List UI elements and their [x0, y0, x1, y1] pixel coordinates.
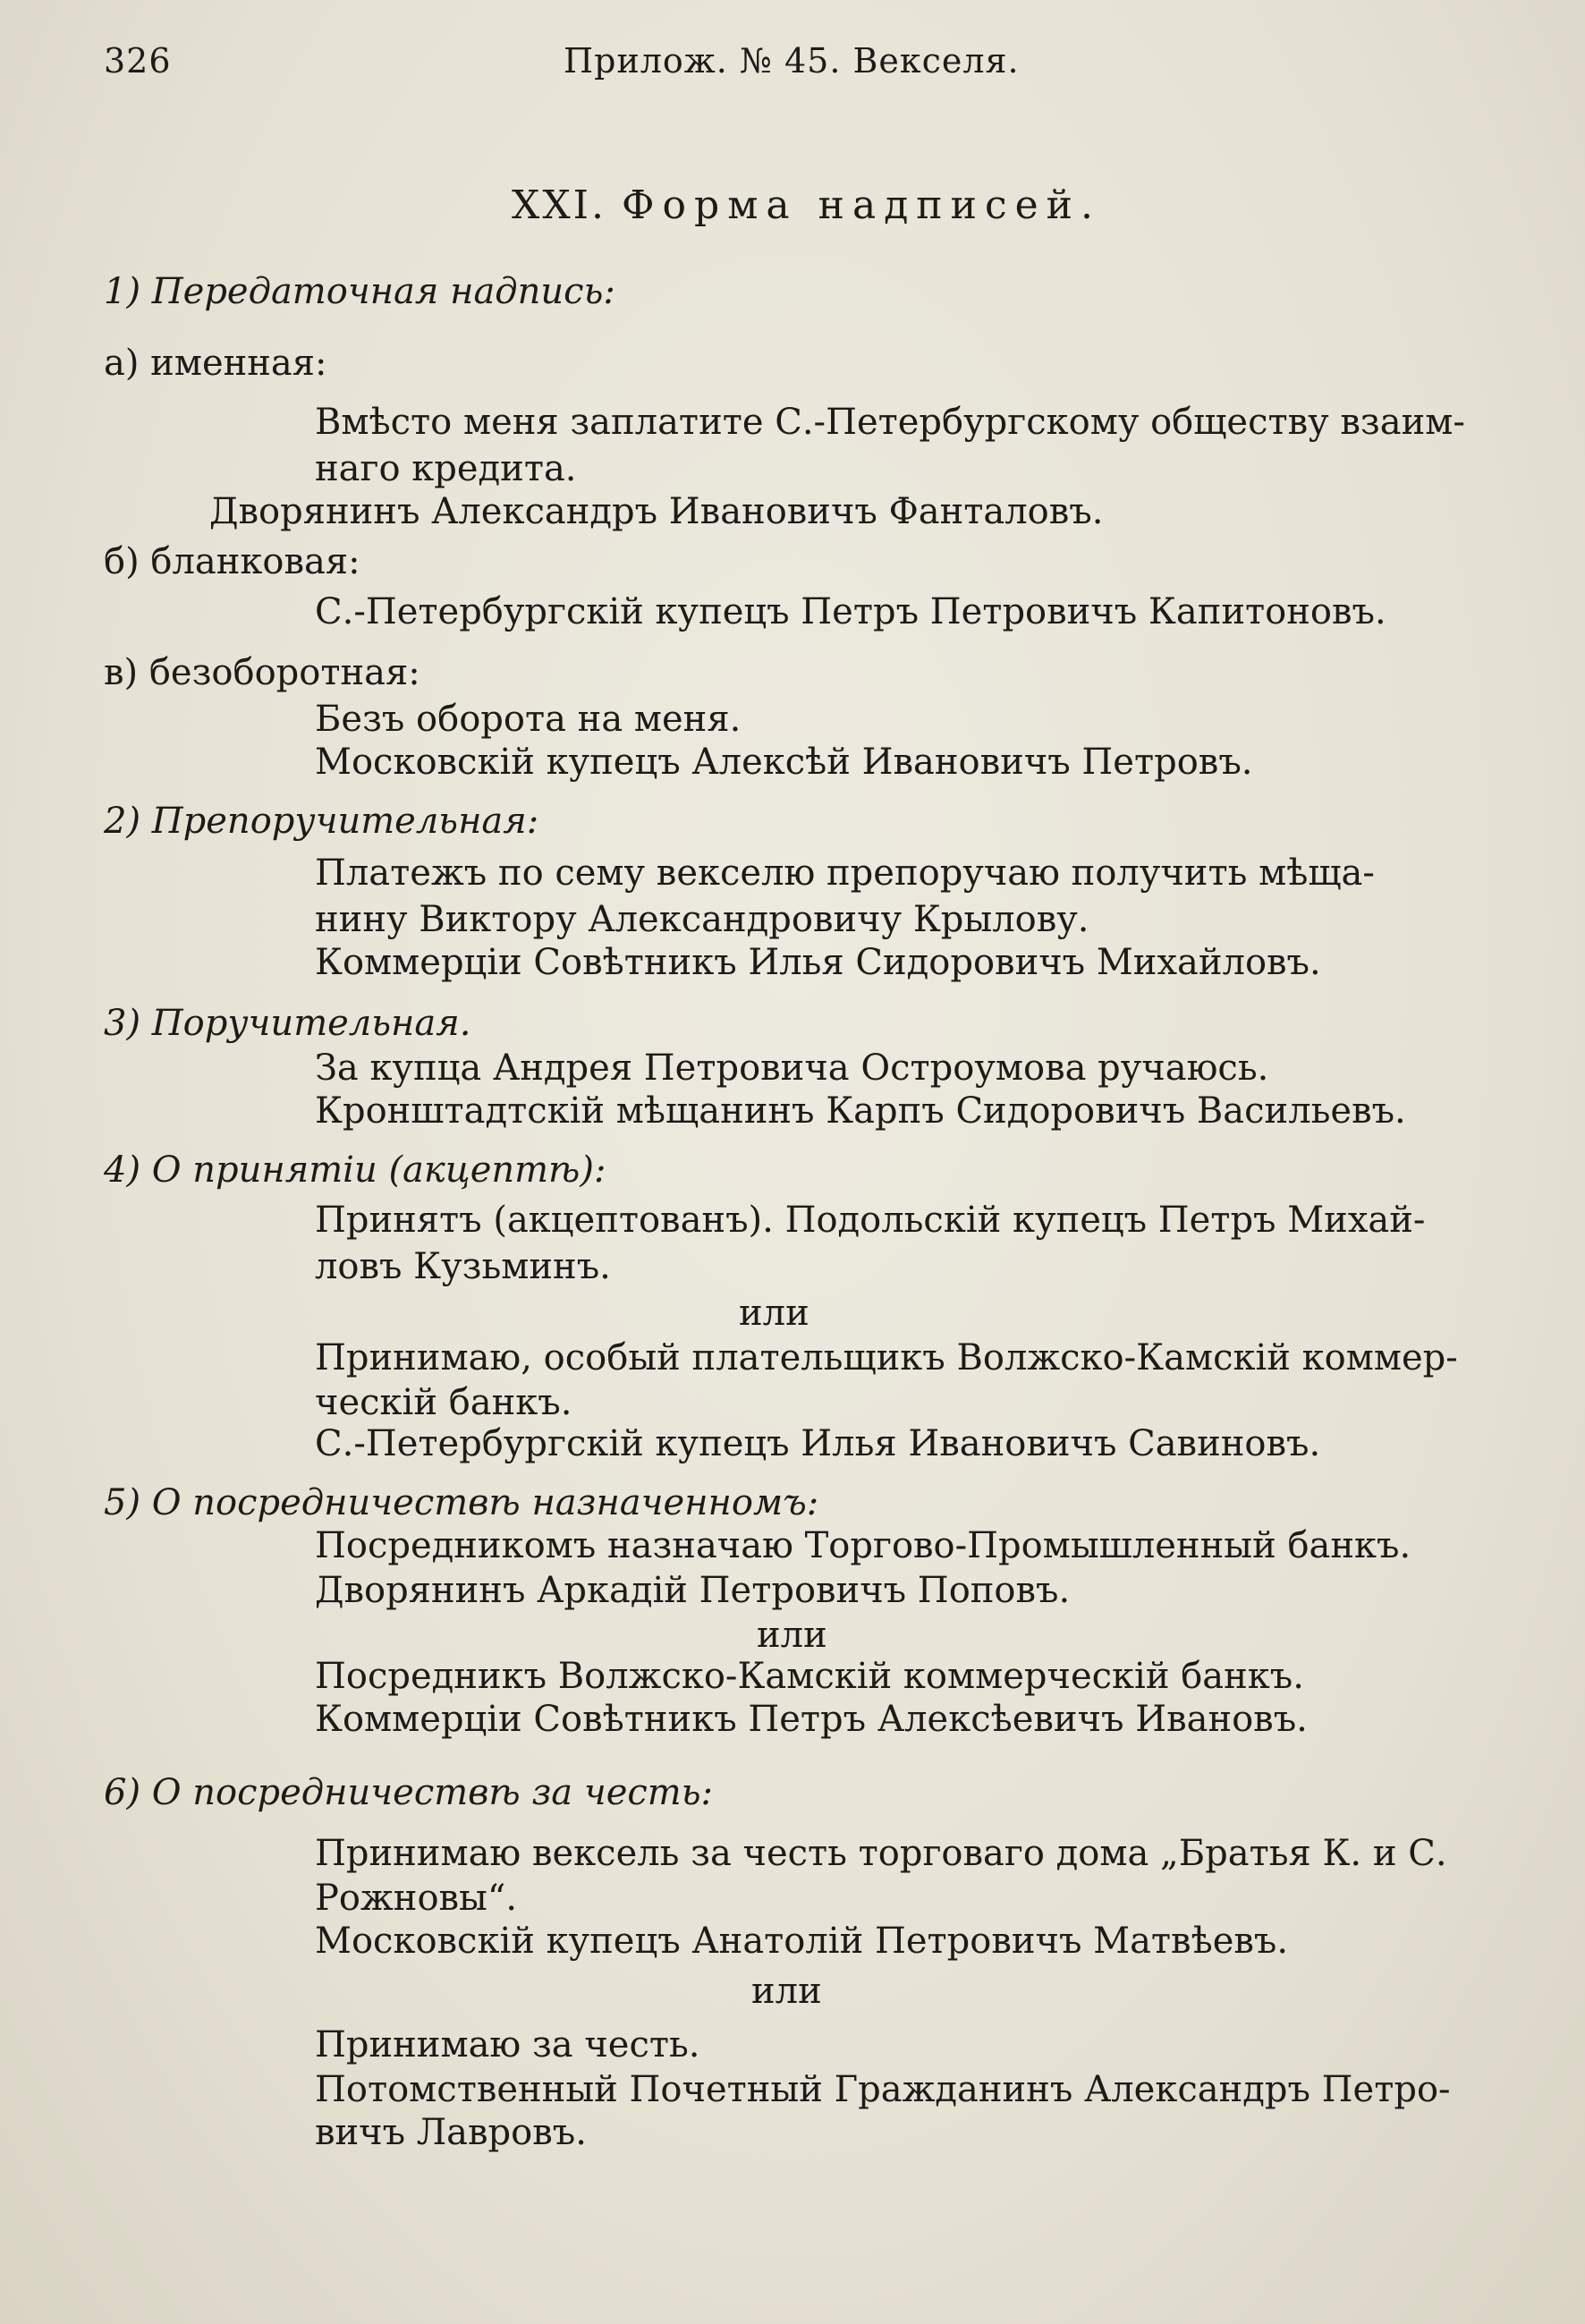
signature-line: Коммерціи Совѣтникъ Илья Сидоровичъ Михайловъ. — [315, 942, 1321, 983]
or-separator: или — [739, 1293, 809, 1334]
text-line: Принятъ (акцептованъ). Подольскій купецъ Петръ Михай- — [315, 1200, 1426, 1241]
signature-line: Дворянинъ Аркадій Петровичъ Поповъ. — [315, 1570, 1071, 1611]
signature-line: С.-Петербургскій купецъ Петръ Петровичъ Капитоновъ. — [315, 591, 1386, 632]
text-line: Потомственный Почетный Гражданинъ Александръ Петро- — [315, 2069, 1451, 2110]
heading-acceptance: 4) О принятіи (акцептѣ): — [104, 1149, 606, 1191]
signature-line: вичъ Лавровъ. — [315, 2112, 587, 2153]
text-line: За купца Андрея Петровича Остроумова ручаюсь. — [315, 1047, 1269, 1089]
or-separator: или — [751, 1971, 822, 2012]
label-without-recourse: в) безоборотная: — [104, 652, 420, 693]
label-blank: б) бланковая: — [104, 541, 360, 582]
text-line: Рожновы“. — [315, 1878, 518, 1919]
signature-line: Коммерціи Совѣтникъ Петръ Алексѣевичъ Ивановъ. — [315, 1699, 1308, 1740]
text-line: Принимаю, особый плательщикъ Волжско-Камскій коммер- — [315, 1337, 1458, 1378]
text-line: Безъ оборота на меня. — [315, 699, 742, 740]
label-named: а) именная: — [104, 343, 327, 384]
signature-line: Дворянинъ Александръ Ивановичъ Фанталовъ. — [209, 491, 1104, 532]
section-title-text: Форма надписей. — [622, 182, 1101, 228]
text-line: Принимаю вексель за честь торговаго дома „Братья К. и С. — [315, 1833, 1447, 1874]
or-separator: или — [757, 1615, 827, 1656]
text-line: наго кредита. — [315, 448, 577, 489]
heading-intermediary-honor: 6) О посредничествѣ за честь: — [104, 1772, 713, 1813]
signature-line: Московскій купецъ Анатолій Петровичъ Матвѣевъ. — [315, 1921, 1289, 1962]
heading-intermediary-appointed: 5) О посредничествѣ назначенномъ: — [104, 1482, 819, 1523]
signature-line: С.-Петербургскій купецъ Илья Ивановичъ Савиновъ. — [315, 1423, 1321, 1464]
text-line: Посредникъ Волжско-Камскій коммерческій банкъ. — [315, 1656, 1304, 1697]
text-line: Посредникомъ назначаю Торгово-Промышленный банкъ. — [315, 1525, 1411, 1566]
section-number: XXI. — [512, 182, 607, 228]
heading-collection: 2) Препоручительная: — [104, 801, 539, 842]
heading-guarantee: 3) Поручительная. — [104, 1003, 471, 1044]
text-line: ческій банкъ. — [315, 1382, 572, 1423]
text-line: Вмѣсто меня заплатите С.-Петербургскому обществу взаим- — [315, 402, 1465, 443]
running-title: Прилож. № 45. Векселя. — [564, 41, 1020, 81]
signature-line: ловъ Кузьминъ. — [315, 1246, 611, 1287]
section-title — [512, 184, 1101, 227]
text-line: Платежъ по сему векселю препоручаю получить мѣща- — [315, 852, 1375, 894]
page-number: 326 — [104, 41, 172, 81]
signature-line: Московскій купецъ Алексѣй Ивановичъ Петровъ. — [315, 742, 1253, 783]
text-line: Принимаю за честь. — [315, 2024, 700, 2065]
signature-line: Кронштадтскій мѣщанинъ Карпъ Сидоровичъ Васильевъ. — [315, 1090, 1406, 1132]
heading-endorsement: 1) Передаточная надпись: — [104, 271, 615, 312]
text-line: нину Виктору Александровичу Крылову. — [315, 899, 1089, 940]
